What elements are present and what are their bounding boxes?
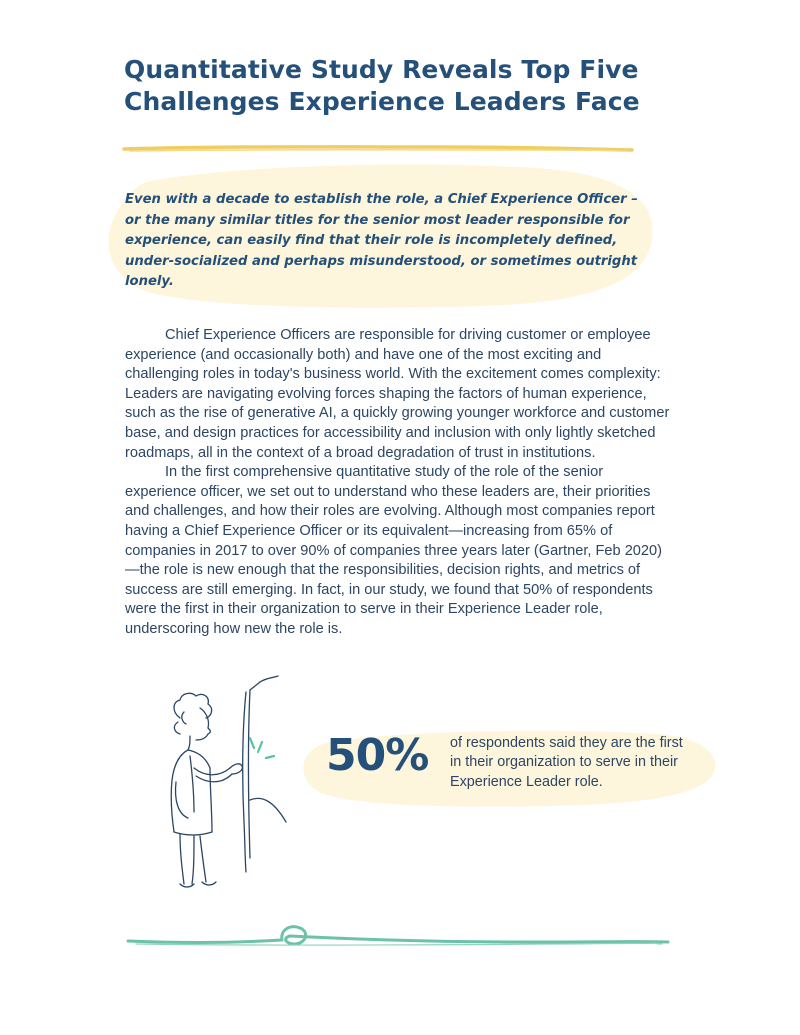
stat-value: 50% bbox=[326, 730, 429, 781]
body-paragraph-2: In the first comprehensive quantitative study of the role of the senior experience officer, we set out to understand who these leaders are, their priorities and challenges, and how their roles are evolving. Although most companies report having a Chief Experience Officer or its equivalent—increasing from 65% of companies in 2017 to over 90% of companies three years later (Gartner, Feb 2020)—the role is new enough that the responsibilities, decision rights, and metrics of success are still emerging. In fact, in our study, we found that 50% of respondents were the first in their organization to serve in their Experience Leader role, underscoring how new the role is. bbox=[125, 464, 663, 637]
page-title: Quantitative Study Reveals Top Five Challenges Experience Leaders Face bbox=[124, 55, 640, 116]
stat-description: of respondents said they are the first in their organization to serve in their Experience Leader role. bbox=[450, 735, 683, 790]
body-paragraph-1: Chief Experience Officers are responsible for driving customer or employee experience (and occasionally both) and have one of the most exciting and challenging roles in today's business world. With the excitement comes complexity: Leaders are navigating evolving forces shaping the factors of human experience, such as the rise of generative AI, a quickly growing younger workforce and customer base, and design practices for accessibility and inclusion with only lightly sketched roadmaps, all in the context of a broad degradation of trust in institutions. bbox=[125, 327, 670, 461]
body-text bbox=[125, 326, 673, 640]
person-pointing-illustration bbox=[150, 672, 300, 892]
intro-paragraph: Even with a decade to establish the role, a Chief Experience Officer –or the many similar titles for the senior most leader responsible for experience, can easily find that their role is incompletely defined, under-socialized and perhaps misunderstood, or sometimes outright lonely. bbox=[125, 192, 638, 289]
